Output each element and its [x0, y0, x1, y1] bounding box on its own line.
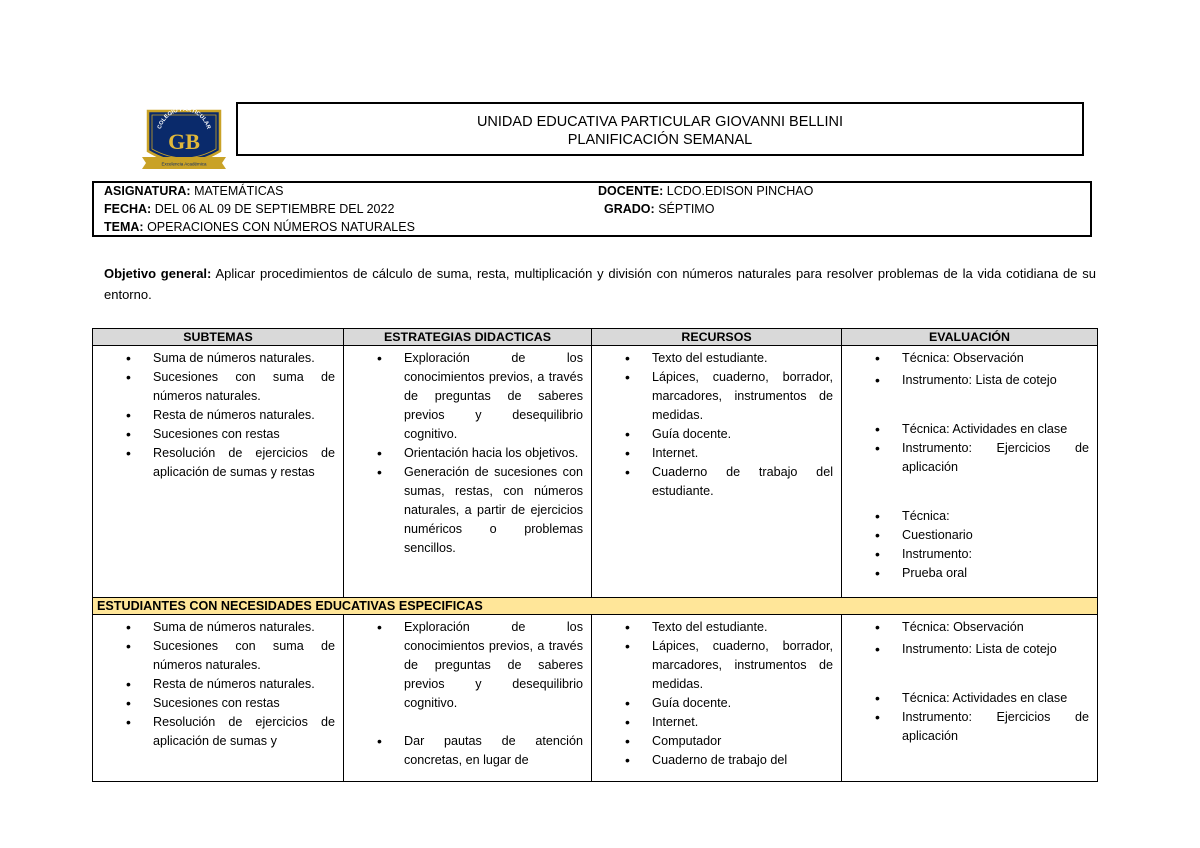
document-header — [236, 102, 1084, 156]
fecha-label: FECHA: — [104, 202, 152, 216]
list-item: • Sucesiones con suma de números naturales. — [93, 368, 335, 406]
list-item: • Instrumento: — [842, 545, 1089, 564]
planning-table — [92, 328, 1098, 782]
list-item: • Prueba oral — [842, 564, 1089, 583]
list-item: • Dar pautas de atención concretas, en lugar de — [344, 732, 583, 770]
asignatura-value: MATEMÁTICAS — [194, 184, 284, 198]
document-title: PLANIFICACIÓN SEMANAL — [567, 132, 753, 148]
list-item: • Cuestionario — [842, 526, 1089, 545]
list-item: • Técnica: Observación — [842, 349, 1089, 368]
cell-recursos — [592, 346, 842, 598]
list-item: • Lápices, cuaderno, borrador, marcadores, instrumentos de medidas. — [592, 368, 833, 425]
list-item: • Instrumento: Ejercicios de aplicación — [842, 439, 1089, 477]
docente-line — [598, 184, 813, 198]
objective-label: Objetivo general: — [104, 266, 212, 281]
cell-recursos — [592, 615, 842, 782]
list-item: • Generación de sucesiones con sumas, restas, con números naturales, a partir de ejercicios numéricos o problemas sencillos. — [344, 463, 583, 558]
list-item: • Instrumento: Ejercicios de aplicación — [842, 708, 1089, 746]
logo-ribbon-text: Excelencia Académica — [161, 161, 207, 167]
tema-value: OPERACIONES CON NÚMEROS NATURALES — [147, 220, 415, 234]
cell-subtemas — [93, 346, 344, 598]
section-title: ESTUDIANTES CON NECESIDADES EDUCATIVAS ESPECIFICAS — [93, 598, 1098, 615]
list-item: • Texto del estudiante. — [592, 349, 833, 368]
list-item: • Suma de números naturales. — [93, 618, 335, 637]
grado-label: GRADO: — [604, 202, 655, 216]
header-recursos: RECURSOS — [592, 329, 842, 346]
cell-estrategias — [344, 346, 592, 598]
list-item: • Internet. — [592, 713, 833, 732]
list-item: • Resta de números naturales. — [93, 675, 335, 694]
list-item: • Orientación hacia los objetivos. — [344, 444, 583, 463]
cell-estrategias — [344, 615, 592, 782]
asignatura-line — [104, 184, 283, 198]
logo-initials: GB — [168, 129, 200, 154]
tema-label: TEMA: — [104, 220, 144, 234]
list-item: • Exploración de los conocimientos previos, a través de preguntas de saberes previos y desequilibrio cognitivo. — [344, 349, 583, 444]
general-objective — [104, 263, 1096, 305]
cell-evaluacion — [842, 615, 1098, 782]
fecha-value: DEL 06 AL 09 DE SEPTIEMBRE DEL 2022 — [154, 202, 395, 216]
school-name: UNIDAD EDUCATIVA PARTICULAR GIOVANNI BELLINI — [476, 114, 844, 130]
docente-value: LCDO.EDISON PINCHAO — [666, 184, 814, 198]
list-item: • Guía docente. — [592, 425, 833, 444]
list-item: • Cuaderno de trabajo del estudiante. — [592, 463, 833, 501]
fecha-line — [104, 202, 394, 216]
list-item: • Resolución de ejercicios de aplicación de sumas y restas — [93, 444, 335, 482]
list-item: • Exploración de los conocimientos previos, a través de preguntas de saberes previos y desequilibrio cognitivo. — [344, 618, 583, 713]
docente-label: DOCENTE: — [598, 184, 664, 198]
list-item: • Técnica: Actividades en clase — [842, 689, 1089, 708]
list-item: • Texto del estudiante. — [592, 618, 833, 637]
header-estrategias: ESTRATEGIAS DIDACTICAS — [344, 329, 592, 346]
table-header-row — [93, 329, 1098, 346]
list-item: • Instrumento: Lista de cotejo — [842, 640, 1089, 659]
list-item: • Sucesiones con restas — [93, 694, 335, 713]
logo-arc-text: COLEGIO PARTICULAR — [156, 106, 212, 130]
header-evaluacion: EVALUACIÓN — [842, 329, 1098, 346]
header-subtemas: SUBTEMAS — [93, 329, 344, 346]
list-item: • Instrumento: Lista de cotejo — [842, 371, 1089, 390]
grado-value: SÉPTIMO — [658, 202, 715, 216]
table-row — [93, 615, 1098, 782]
list-item: • Resolución de ejercicios de aplicación de sumas y — [93, 713, 335, 751]
info-box — [92, 181, 1092, 237]
list-item: • Suma de números naturales. — [93, 349, 335, 368]
list-item: • Resta de números naturales. — [93, 406, 335, 425]
section-header-row — [93, 598, 1098, 615]
list-item: • Técnica: — [842, 507, 1089, 526]
cell-subtemas — [93, 615, 344, 782]
asignatura-label: ASIGNATURA: — [104, 184, 191, 198]
grado-line — [604, 202, 714, 216]
list-item: • Computador — [592, 732, 833, 751]
cell-evaluacion — [842, 346, 1098, 598]
list-item: • Cuaderno de trabajo del — [592, 751, 833, 770]
list-item: • Sucesiones con restas — [93, 425, 335, 444]
list-item: • Lápices, cuaderno, borrador, marcadores, instrumentos de medidas. — [592, 637, 833, 694]
list-item: • Técnica: Actividades en clase — [842, 420, 1089, 439]
list-item: • Guía docente. — [592, 694, 833, 713]
list-item: • Sucesiones con suma de números naturales. — [93, 637, 335, 675]
school-logo — [140, 101, 228, 171]
tema-line — [104, 220, 415, 234]
list-item: • Internet. — [592, 444, 833, 463]
list-item: • Técnica: Observación — [842, 618, 1089, 637]
table-row — [93, 346, 1098, 598]
objective-text: Aplicar procedimientos de cálculo de suma, resta, multiplicación y división con números naturales para resolver problemas de la vida cotidiana de su entorno. — [104, 266, 1096, 302]
